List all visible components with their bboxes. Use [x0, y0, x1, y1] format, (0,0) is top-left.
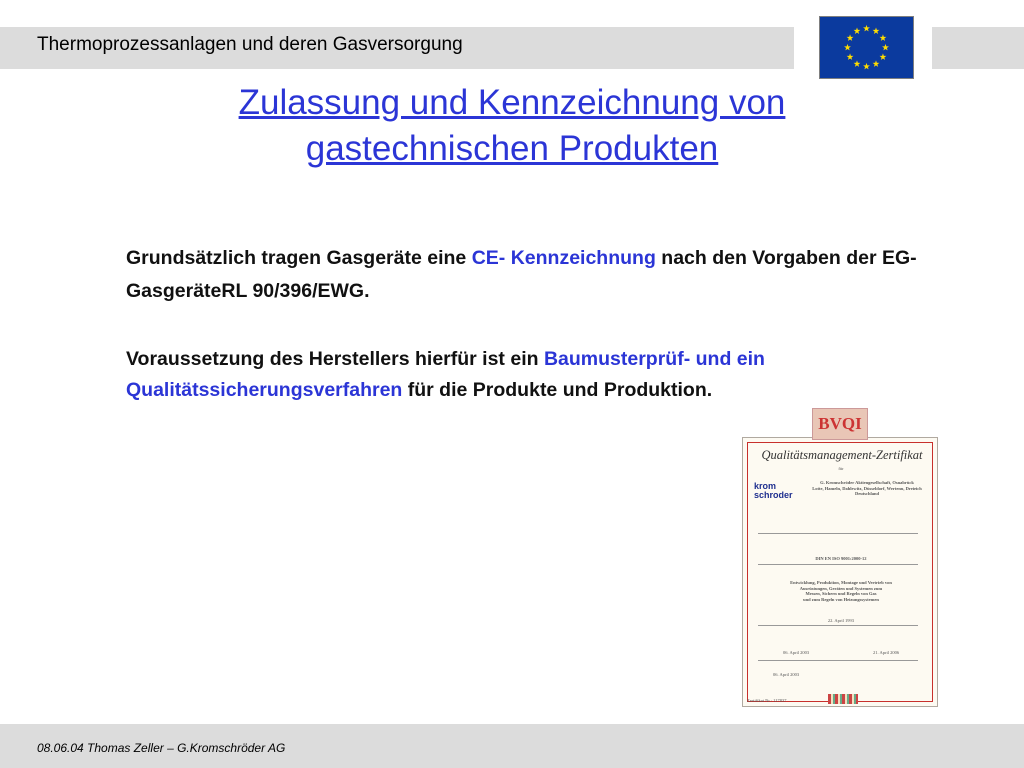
scope-line: Ausrüstungen, Geräten und Systemen zum	[799, 585, 883, 591]
flag-star	[882, 44, 889, 51]
flag-star	[873, 27, 880, 34]
certificate-signed-date: 06. April 2003	[773, 672, 800, 677]
certificate-standard: DIN EN ISO 9001:2000-12	[815, 556, 867, 561]
flag-star	[863, 25, 870, 32]
company-line: G. Kromschröder Aktiengesellschaft, Osnabrück	[820, 480, 914, 485]
paragraph-prerequisite	[126, 344, 926, 406]
scope-line: und zum Regeln von Heizungssystemen	[803, 596, 879, 602]
highlight-ce-marking: CE- Kennzeichnung	[471, 247, 656, 269]
flag-star	[854, 27, 861, 34]
slide-title	[150, 80, 874, 172]
title-line-2: gastechnischen Produkten	[305, 129, 719, 168]
header-bar-right	[932, 27, 1024, 69]
locations-line: Lotte, Hameln, Dahlewitz, Düsseldorf, Wertenu, Dreieich	[812, 485, 922, 491]
divider	[758, 660, 918, 661]
brand-line: krom	[754, 481, 777, 491]
certificate-date-issued: 06. April 2003	[783, 650, 810, 655]
country-line: Deutschland	[854, 491, 879, 496]
divider	[758, 564, 918, 565]
flag-star	[880, 53, 887, 60]
kromschroder-logo	[754, 482, 793, 500]
flag-star	[880, 34, 887, 41]
certificate-company	[803, 480, 931, 497]
scope-line: Messen, Sichern und Regeln von Gas	[805, 591, 877, 596]
paragraph-text: nach den Vorgaben der EG- GasgeräteRL 90/396/EWG.	[126, 247, 917, 302]
divider	[758, 533, 918, 534]
flag-star	[844, 44, 851, 51]
certificate-valid-until: 21. April 2006	[873, 650, 900, 655]
paragraph-text: Voraussetzung des Herstellers hierfür ist ein	[126, 348, 544, 370]
bvqi-logo: BVQI	[812, 408, 868, 440]
certificate-number: Zertifikat Nr.: 117837	[747, 698, 787, 703]
header-title: Thermoprozessanlagen und deren Gasversorgung	[37, 34, 463, 55]
brand-line: schroder	[754, 490, 793, 500]
flag-star	[873, 60, 880, 67]
flag-star	[863, 63, 870, 70]
certificate-title: Qualitätsmanagement-Zertifikat	[761, 448, 923, 462]
flag-star	[847, 53, 854, 60]
divider	[758, 625, 918, 626]
certificate-scope	[751, 580, 931, 602]
certificate-image	[742, 437, 938, 707]
paragraph-text: Grundsätzlich tragen Gasgeräte eine	[126, 247, 472, 269]
flag-star	[854, 60, 861, 67]
paragraph-ce-marking	[126, 242, 926, 308]
flag-star	[847, 34, 854, 41]
eu-flag-icon	[819, 16, 914, 79]
paragraph-text: für die Produkte und Produktion.	[402, 379, 713, 401]
scope-line: Entwicklung, Produktion, Montage und Vertrieb von	[790, 580, 892, 585]
certificate-for: für	[838, 466, 844, 471]
highlight-procedures: Baumusterprüf- und ein Qualitätssicherungsverfahren	[126, 348, 765, 401]
title-line-1: Zulassung und Kennzeichnung von	[238, 83, 786, 122]
certificate-first-issue: 22. April 1993	[827, 618, 855, 623]
seal-mark	[828, 694, 858, 704]
footer-text: 08.06.04 Thomas Zeller – G.Kromschröder AG	[37, 741, 286, 755]
